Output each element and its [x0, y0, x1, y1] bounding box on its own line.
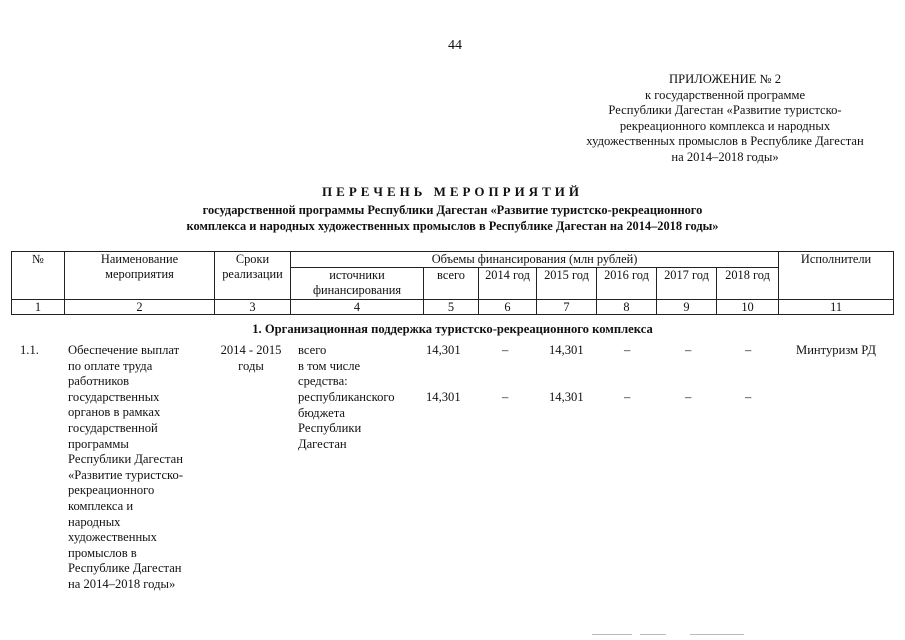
value-2014: – — [502, 343, 509, 357]
value-2014: – — [502, 390, 509, 404]
source-line: всего — [298, 343, 327, 357]
activity-name-line: Республике Дагестан — [68, 561, 182, 576]
column-number: 6 — [479, 300, 537, 315]
header-2016: 2016 год — [597, 268, 657, 300]
appendix-line: Республики Дагестан «Развитие туристско- — [608, 103, 842, 118]
executor: Минтуризм РД — [796, 343, 876, 357]
appendix-header — [560, 72, 890, 166]
column-number: 2 — [65, 300, 215, 315]
activity-name-line: рекреационного — [68, 483, 155, 498]
page-number: 44 — [448, 38, 462, 53]
header-2017: 2017 год — [657, 268, 717, 300]
row-number: 1.1. — [20, 343, 39, 357]
scan-artifact — [592, 634, 632, 635]
document-title: ПЕРЕЧЕНЬ МЕРОПРИЯТИЙ — [322, 184, 583, 199]
value-2016: – — [624, 343, 631, 357]
value-total: 14,301 — [426, 390, 461, 404]
column-number: 11 — [779, 300, 894, 315]
activity-name-line: работников — [68, 374, 130, 389]
activity-name-line: народных — [68, 514, 121, 529]
subtitle-line: комплекса и народных художественных промыслов в Республике Дагестан на 2014–2018 годы» — [186, 218, 719, 233]
column-number: 9 — [657, 300, 717, 315]
source-line: в том числе — [298, 358, 361, 373]
header-2015: 2015 год — [537, 268, 597, 300]
column-number: 5 — [424, 300, 479, 315]
appendix-line: к государственной программе — [644, 87, 806, 102]
appendix-line: рекреационного комплекса и народных — [619, 118, 831, 133]
document-subtitle — [0, 203, 905, 234]
header-number: № — [12, 252, 65, 300]
activity-name-line: Республики Дагестан — [68, 452, 183, 467]
activity-name-line: Обеспечение выплат — [68, 343, 180, 357]
activity-name-line: государственных — [68, 389, 160, 404]
value-total: 14,301 — [426, 343, 461, 357]
activity-name-line: «Развитие туристско- — [68, 467, 184, 482]
source-line: республиканского — [298, 390, 395, 404]
appendix-line: на 2014–2018 годы» — [671, 149, 779, 164]
activity-name-line: промыслов в — [68, 545, 137, 560]
source-line: бюджета — [298, 405, 345, 420]
column-number: 7 — [537, 300, 597, 315]
header-2014: 2014 год — [479, 268, 537, 300]
value-2015: 14,301 — [549, 343, 584, 357]
source-republican-label — [298, 390, 395, 452]
activity-name-line: по оплате труда — [68, 358, 153, 373]
value-2016: – — [624, 390, 631, 404]
scan-artifact — [640, 634, 666, 635]
terms-line: 2014 - 2015 — [220, 343, 282, 357]
column-number: 10 — [717, 300, 779, 315]
column-number: 3 — [215, 300, 291, 315]
source-line: Республики — [298, 421, 362, 436]
column-numbers-row — [12, 300, 894, 315]
value-2018: – — [745, 343, 752, 357]
activities-table — [11, 251, 894, 315]
value-2018: – — [745, 390, 752, 404]
header-sources: источники финансирования — [291, 268, 424, 300]
activity-terms — [216, 343, 286, 374]
value-2015: 14,301 — [549, 390, 584, 404]
source-line: средства: — [298, 374, 348, 389]
value-2017: – — [685, 390, 692, 404]
activity-name-line: комплекса и — [68, 498, 134, 513]
activity-name-line: на 2014–2018 годы» — [68, 576, 176, 591]
value-2017: – — [685, 343, 692, 357]
column-number: 4 — [291, 300, 424, 315]
activity-name-line: государственной — [68, 420, 158, 435]
header-name: Наименование мероприятия — [65, 252, 215, 300]
header-total: всего — [424, 268, 479, 300]
terms-line: годы — [238, 358, 264, 373]
header-2018: 2018 год — [717, 268, 779, 300]
header-volumes: Объемы финансирования (млн рублей) — [291, 252, 779, 268]
scan-artifact — [690, 634, 744, 635]
header-terms: Сроки реализации — [215, 252, 291, 300]
activity-name — [68, 343, 183, 593]
column-number: 8 — [597, 300, 657, 315]
activity-name-line: программы — [68, 436, 129, 451]
source-total-label — [298, 343, 360, 390]
section-title: 1. Организационная поддержка туристско-рекреационного комплекса — [252, 322, 653, 336]
appendix-line: художественных промыслов в Республике Дагестан — [586, 134, 864, 149]
source-line: Дагестан — [298, 436, 347, 451]
activity-name-line: художественных — [68, 530, 157, 545]
appendix-line: ПРИЛОЖЕНИЕ № 2 — [669, 72, 781, 86]
header-executors: Исполнители — [779, 252, 894, 300]
activity-name-line: органов в рамках — [68, 405, 161, 420]
subtitle-line: государственной программы Республики Дагестан «Развитие туристско-рекреационного — [202, 203, 703, 217]
column-number: 1 — [12, 300, 65, 315]
